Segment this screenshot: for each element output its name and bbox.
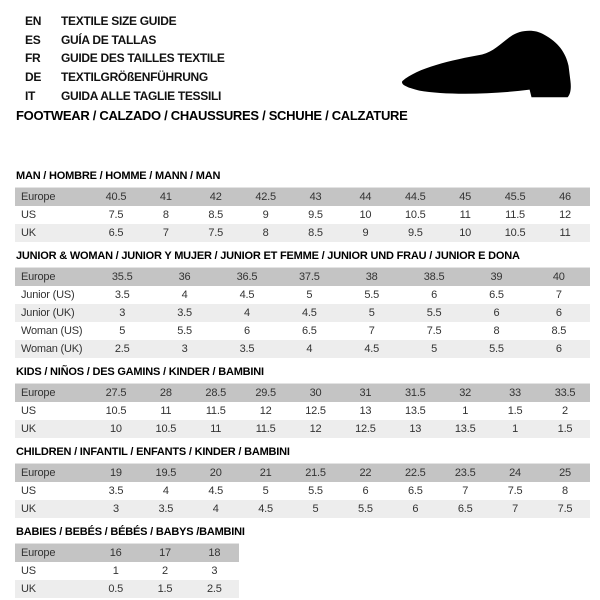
size-table-header-row (15, 268, 590, 287)
size-cell: 6.5 (407, 485, 423, 497)
size-cell: 7 (555, 289, 562, 301)
row-label: Junior (US) (21, 289, 75, 301)
section-title-kids: KIDS / NIÑOS / DES GAMINS / KINDER / BAMBINI (16, 366, 264, 378)
size-cell: 7.5 (191, 224, 241, 242)
row-label: UK (15, 224, 91, 242)
size-table-row (15, 304, 590, 322)
size-sections (15, 170, 590, 600)
size-cell: 5 (403, 340, 465, 358)
size-table-header-row (15, 188, 590, 207)
size-cell: 31.5 (390, 384, 440, 403)
size-cell: 11 (459, 209, 471, 221)
size-cell: 6 (528, 304, 590, 322)
size-cell: 9 (262, 209, 269, 221)
size-cell: 6 (243, 325, 250, 337)
language-title: GUIDE DES TAILLES TEXTILE (61, 51, 225, 66)
size-cell: 6.5 (440, 500, 490, 518)
size-table-header-row (15, 544, 239, 563)
size-cell: 11.5 (505, 209, 525, 221)
size-cell: 37.5 (278, 268, 340, 287)
size-cell: 3.5 (108, 485, 124, 497)
size-table-row (15, 482, 590, 500)
size-cell: 28.5 (191, 384, 241, 403)
size-cell: 9.5 (308, 209, 323, 221)
size-cell: 40.5 (91, 188, 141, 207)
section-title-junior-woman: JUNIOR & WOMAN / JUNIOR Y MUJER / JUNIOR ET FEMME / JUNIOR UND FRAU / JUNIOR E DONA (16, 250, 520, 262)
size-cell: 19.5 (141, 464, 191, 483)
size-cell: 36 (153, 268, 215, 287)
row-label: Woman (US) (21, 325, 83, 337)
size-cell: 3.5 (216, 340, 278, 358)
size-section-kids (15, 366, 590, 438)
size-cell: 22.5 (390, 464, 440, 483)
size-cell: 13 (359, 405, 372, 417)
size-cell: 42 (191, 188, 241, 207)
row-label: US (21, 485, 36, 497)
size-cell: 2.5 (190, 580, 239, 598)
size-cell: 30 (291, 384, 341, 403)
size-cell: 11 (191, 420, 241, 438)
language-code: DE (25, 70, 42, 85)
row-label: Europe (15, 188, 91, 207)
row-label: Europe (15, 544, 91, 563)
size-table-row (15, 286, 590, 304)
size-section-children (15, 446, 590, 518)
size-cell: 1.5 (140, 580, 189, 598)
size-cell: 42.5 (241, 188, 291, 207)
size-cell: 29.5 (241, 384, 291, 403)
size-cell: 2.5 (91, 340, 153, 358)
size-table-kids (15, 383, 590, 438)
language-code: ES (25, 32, 41, 47)
size-cell: 4.5 (278, 304, 340, 322)
size-cell: 16 (91, 544, 140, 563)
size-cell: 7.5 (426, 325, 442, 337)
size-table-row (15, 206, 590, 224)
language-row-de (25, 68, 225, 87)
size-cell: 25 (540, 464, 590, 483)
size-cell: 6 (528, 340, 590, 358)
size-cell: 3 (91, 304, 153, 322)
size-cell: 11 (160, 405, 172, 417)
size-cell: 10.5 (490, 224, 540, 242)
size-cell: 9 (340, 224, 390, 242)
size-cell: 44 (340, 188, 390, 207)
size-cell: 21 (241, 464, 291, 483)
size-cell: 10 (91, 420, 141, 438)
size-cell: 4.5 (208, 485, 224, 497)
size-table-header-row (15, 384, 590, 403)
size-section-babies (15, 526, 590, 598)
size-table-row (15, 402, 590, 420)
size-cell: 2 (562, 405, 568, 417)
size-cell: 3.5 (141, 500, 191, 518)
size-cell: 10.5 (404, 209, 426, 221)
row-label: Junior (UK) (15, 304, 91, 322)
size-cell: 4 (216, 304, 278, 322)
size-cell: 43 (291, 188, 341, 207)
size-cell: 5 (262, 485, 269, 497)
size-cell: 41 (141, 188, 191, 207)
size-cell: 32 (440, 384, 490, 403)
size-cell: 12 (291, 420, 341, 438)
section-title-man: MAN / HOMBRE / HOMME / MANN / MAN (16, 170, 221, 182)
size-cell: 8 (241, 224, 291, 242)
size-cell: 3 (153, 340, 215, 358)
size-cell: 39 (465, 268, 527, 287)
size-section-junior-woman (15, 250, 590, 358)
size-cell: 19 (91, 464, 141, 483)
row-label: Woman (UK) (15, 340, 91, 358)
language-title-list (25, 12, 225, 105)
section-title-children: CHILDREN / INFANTIL / ENFANTS / KINDER / BAMBINI (16, 446, 290, 458)
size-cell: 17 (140, 544, 189, 563)
size-cell: 28 (141, 384, 191, 403)
size-table-man (15, 187, 590, 242)
language-title: TEXTILGRÖßENFÜHRUNG (61, 70, 208, 85)
size-cell: 9.5 (390, 224, 440, 242)
size-table-children (15, 463, 590, 518)
size-cell: 27.5 (91, 384, 141, 403)
row-label: Europe (15, 384, 91, 403)
size-cell: 5.5 (340, 500, 390, 518)
size-cell: 13 (390, 420, 440, 438)
size-cell: 33.5 (540, 384, 590, 403)
size-cell: 23.5 (440, 464, 490, 483)
size-cell: 40 (528, 268, 590, 287)
size-table-row (15, 420, 590, 438)
size-table-babies (15, 543, 239, 598)
size-cell: 1.5 (540, 420, 590, 438)
size-cell: 0.5 (91, 580, 140, 598)
size-cell: 1 (112, 565, 119, 577)
size-cell: 6 (431, 289, 438, 301)
size-cell: 5 (291, 500, 341, 518)
row-label: Europe (15, 268, 91, 287)
size-cell: 35.5 (91, 268, 153, 287)
size-table-junior-woman (15, 267, 590, 358)
size-table-row (15, 562, 239, 580)
size-cell: 5.5 (308, 485, 323, 497)
size-cell: 7.5 (507, 485, 523, 497)
language-title: TEXTILE SIZE GUIDE (61, 14, 177, 29)
size-cell: 7.5 (108, 209, 124, 221)
size-cell: 3 (91, 500, 141, 518)
size-cell: 8 (162, 209, 169, 221)
size-cell: 5.5 (403, 304, 465, 322)
row-label: UK (15, 420, 91, 438)
size-cell: 4.5 (241, 500, 291, 518)
size-cell: 7 (368, 325, 375, 337)
size-cell: 1.5 (507, 405, 523, 417)
language-title: GUIDA ALLE TAGLIE TESSILI (61, 88, 222, 103)
size-cell: 2 (162, 565, 168, 577)
size-cell: 11.5 (205, 405, 226, 417)
language-row-fr (25, 49, 225, 68)
size-cell: 5.5 (177, 325, 192, 337)
size-cell: 12 (559, 209, 571, 221)
language-row-es (25, 31, 225, 50)
size-cell: 45.5 (490, 188, 540, 207)
size-cell: 4 (162, 485, 169, 497)
size-cell: 5 (306, 289, 313, 301)
size-cell: 22 (340, 464, 390, 483)
row-label: US (21, 209, 36, 221)
size-table-row (15, 580, 239, 598)
size-cell: 13.5 (404, 405, 426, 417)
size-cell: 6.5 (91, 224, 141, 242)
size-cell: 1 (490, 420, 540, 438)
size-cell: 6.5 (489, 289, 504, 301)
size-cell: 6.5 (301, 325, 317, 337)
size-cell: 24 (490, 464, 540, 483)
language-title: GUÍA DE TALLAS (61, 32, 157, 47)
size-cell: 8.5 (551, 325, 567, 337)
size-cell: 4 (278, 340, 340, 358)
size-cell: 6 (390, 500, 440, 518)
language-code: FR (25, 51, 41, 66)
row-label: Europe (15, 464, 91, 483)
size-table-header-row (15, 464, 590, 483)
size-cell: 7 (490, 500, 540, 518)
language-row-en (25, 12, 225, 31)
size-cell: 6 (362, 485, 369, 497)
size-cell: 8.5 (291, 224, 341, 242)
language-code: IT (25, 88, 36, 103)
size-cell: 6 (465, 304, 527, 322)
size-cell: 5.5 (364, 289, 380, 301)
size-table-row (15, 224, 590, 242)
size-cell: 4 (191, 500, 241, 518)
category-title: FOOTWEAR / CALZADO / CHAUSSURES / SCHUHE / CALZATURE (16, 108, 408, 123)
size-cell: 7.5 (540, 500, 590, 518)
row-label: US (21, 405, 36, 417)
size-cell: 4 (181, 289, 188, 301)
language-code: EN (25, 14, 42, 29)
size-cell: 38.5 (403, 268, 465, 287)
size-cell: 8 (493, 325, 500, 337)
size-cell: 1 (462, 405, 469, 417)
size-cell: 7 (141, 224, 191, 242)
size-cell: 13.5 (440, 420, 490, 438)
row-label: UK (15, 580, 91, 598)
row-label: UK (15, 500, 91, 518)
size-cell: 5 (341, 304, 403, 322)
dress-shoe-icon (397, 26, 590, 102)
size-cell: 8.5 (208, 209, 224, 221)
size-cell: 10.5 (141, 420, 191, 438)
size-cell: 3 (211, 565, 218, 577)
section-title-babies: BABIES / BEBÉS / BÉBÉS / BABYS /BAMBINI (16, 526, 245, 538)
size-cell: 44.5 (390, 188, 440, 207)
size-cell: 11 (540, 224, 590, 242)
size-cell: 12.5 (340, 420, 390, 438)
size-cell: 5 (119, 325, 126, 337)
size-cell: 10 (440, 224, 490, 242)
size-cell: 21.5 (291, 464, 341, 483)
size-cell: 5.5 (465, 340, 527, 358)
size-cell: 4.5 (239, 289, 255, 301)
language-row-it (25, 86, 225, 105)
size-cell: 11.5 (241, 420, 291, 438)
size-cell: 4.5 (341, 340, 403, 358)
size-cell: 31 (340, 384, 390, 403)
size-cell: 10.5 (105, 405, 127, 417)
size-cell: 46 (540, 188, 590, 207)
size-cell: 10 (359, 209, 372, 221)
size-cell: 18 (190, 544, 239, 563)
size-table-row (15, 322, 590, 340)
size-cell: 38 (341, 268, 403, 287)
size-cell: 20 (191, 464, 241, 483)
size-cell: 36.5 (216, 268, 278, 287)
size-table-row (15, 340, 590, 358)
size-section-man (15, 170, 590, 242)
size-cell: 45 (440, 188, 490, 207)
size-cell: 33 (490, 384, 540, 403)
size-table-row (15, 500, 590, 518)
size-cell: 7 (462, 485, 469, 497)
size-cell: 3.5 (114, 289, 130, 301)
size-cell: 12.5 (305, 405, 326, 417)
size-cell: 3.5 (153, 304, 215, 322)
size-cell: 12 (259, 405, 272, 417)
row-label: US (21, 565, 36, 577)
size-cell: 8 (562, 485, 568, 497)
